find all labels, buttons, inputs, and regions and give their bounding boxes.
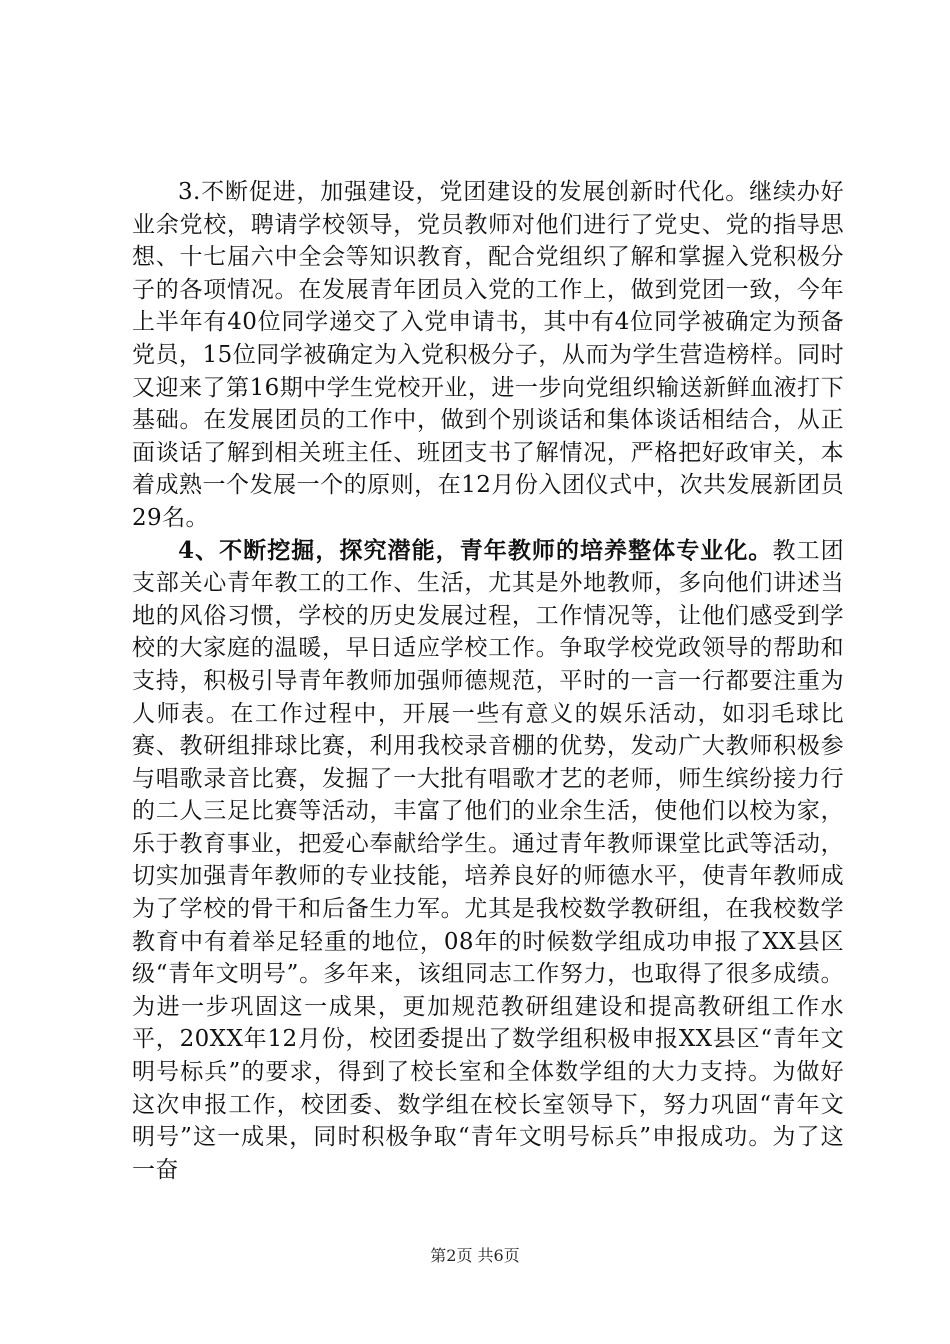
- page-footer: 第2页 共6页: [430, 1246, 520, 1265]
- document-body: [132, 176, 844, 1186]
- paragraph-4-text: 教工团支部关心青年教工的工作、生活，尤其是外地教师，多向他们讲述当地的风俗习惯，学校的历史发展过程，工作情况等，让他们感受到学校的大家庭的温暖，早日适应学校工作。争取学校党政领导的帮助和支持，积极引导青年教师加强师德规范，平时的一言一行都要注重为人师表。在工作过程中，开展一些有意义的娱乐活动，如羽毛球比赛、教研组排球比赛，利用我校录音棚的优势，发动广大教师积极参与唱歌录音比赛，发掘了一大批有唱歌才艺的老师，师生缤纷接力行的二人三足比赛等活动，丰富了他们的业余生活，使他们以校为家，乐于教育事业，把爱心奉献给学生。通过青年教师课堂比武等活动，切实加强青年教师的专业技能，培养良好的师德水平，使青年教师成为了学校的骨干和后备生力军。尤其是我校数学教研组，在我校数学教育中有着举足轻重的地位，08年的时候数学组成功申报了XX县区级“青年文明号”。多年来，该组同志工作努力，也取得了很多成绩。为进一步巩固这一成果，更加规范教研组建设和提高教研组工作水平，20XX年12月份，校团委提出了数学组积极申报XX县区“青年文明号标兵”的要求，得到了校长室和全体数学组的大力支持。为做好这次申报工作，校团委、数学组在校长室领导下，努力巩固“青年文明号”这一成果，同时积极争取“青年文明号标兵”申报成功。为了这一奋: [132, 537, 844, 1183]
- paragraph-3: [132, 176, 844, 535]
- paragraph-3-text: 3.不断促进，加强建设，党团建设的发展创新时代化。继续办好业余党校，聘请学校领导，党员教师对他们进行了党史、党的指导思想、十七届六中全会等知识教育，配合党组织了解和掌握入党积极分子的各项情况。在发展青年团员入党的工作上，做到党团一致，今年上半年有40位同学递交了入党申请书，其中有4位同学被确定为预备党员，15位同学被确定为入党积极分子，从而为学生营造榜样。同时又迎来了第16期中学生党校开业，进一步向党组织输送新鲜血液打下基础。在发展团员的工作中，做到个别谈话和集体谈话相结合，从正面谈话了解到相关班主任、班团支书了解情况，严格把好政审关，本着成熟一个发展一个的原则，在12月份入团仪式中，次共发展新团员29名。: [132, 179, 844, 531]
- paragraph-4: [132, 535, 844, 1187]
- paragraph-4-lead: 4、不断挖掘，探究潜能，青年教师的培养整体专业化。: [178, 536, 773, 564]
